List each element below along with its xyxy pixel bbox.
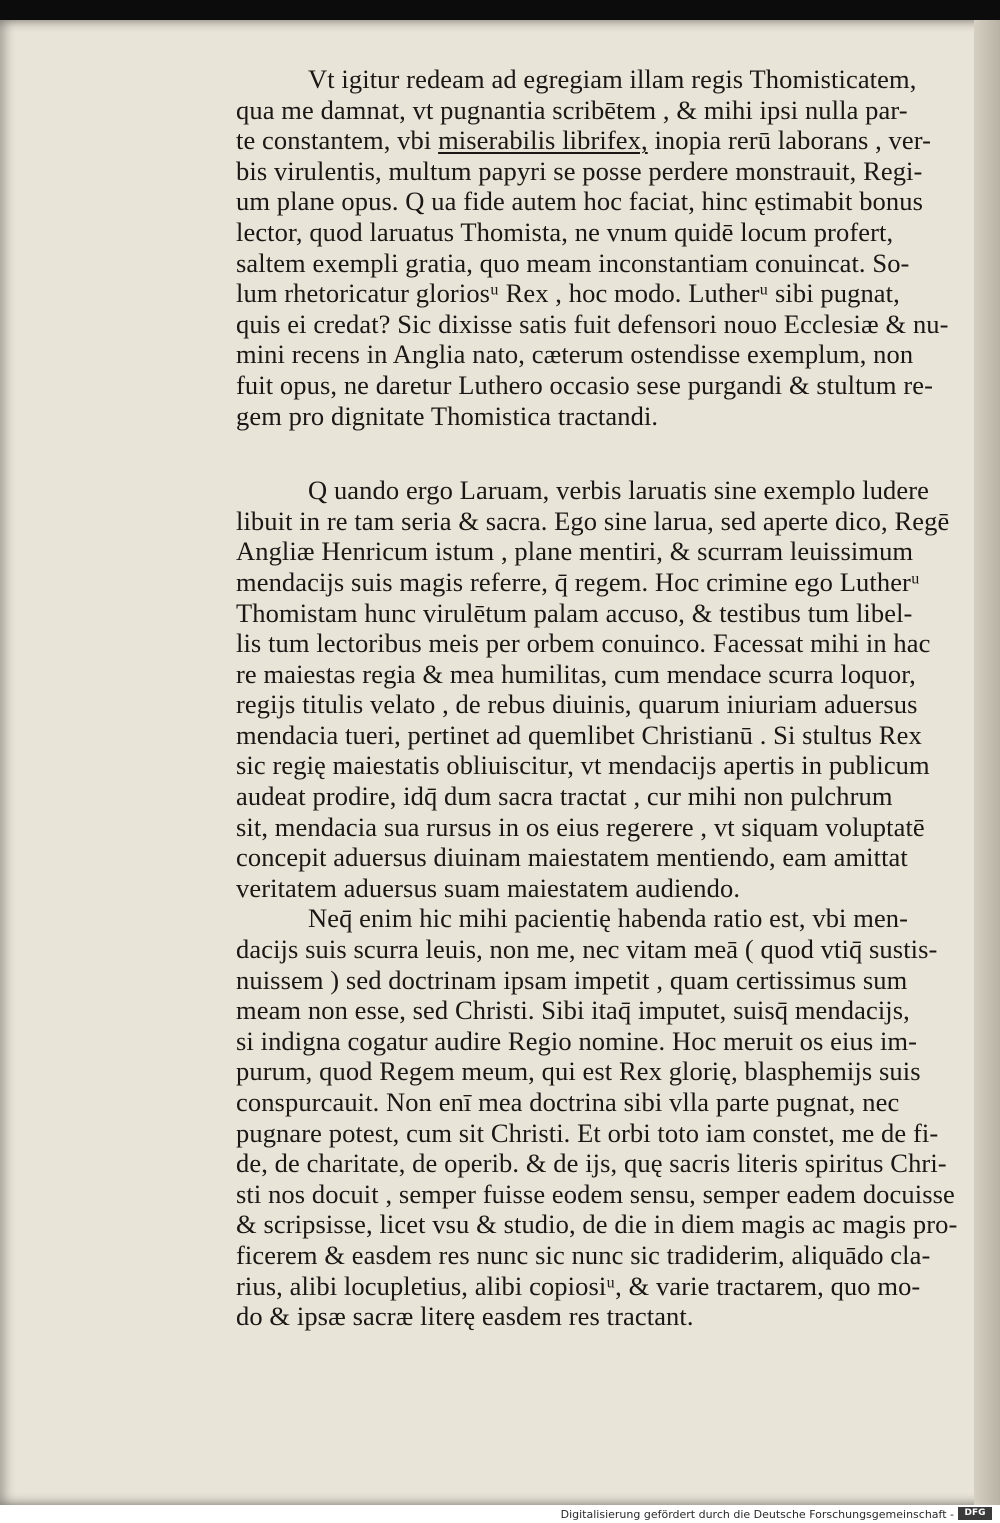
text-line [236, 598, 960, 629]
text-segment: pugnare potest, cum sit Christi. Et orbi toto iam constet, me de fi- [236, 1117, 939, 1148]
text-segment: gem pro dignitate Thomistica tractandi. [236, 400, 659, 431]
text-segment: quis ei credat? Sic dixisse satis fuit defensori nouo Ecclesiæ & nu- [236, 308, 949, 339]
text-segment: regijs titulis velato , de rebus diuinis, quarum iniuriam aduersus [236, 689, 918, 720]
text-segment: dacijs suis scurra leuis, non me, nec vitam meā ( quod vtiq̄ sustis- [236, 934, 938, 965]
digitization-credit: Digitalisierung gefördert durch die Deutsche Forschungsgemeinschaft - [560, 1508, 954, 1521]
text-line [236, 750, 960, 781]
text-segment: mendacia tueri, pertinet ad quemlibet Christianū . Si stultus Rex [236, 719, 922, 750]
text-line [236, 1087, 960, 1118]
text-line [236, 689, 960, 720]
text-line [236, 720, 960, 751]
text-segment: purum, quod Regem meum, qui est Rex glorię, blasphemijs suis [236, 1056, 921, 1087]
text-line [236, 64, 960, 95]
text-line [236, 370, 960, 401]
paragraph-1 [236, 64, 960, 431]
text-segment: si indigna cogatur audire Regio nomine. Hoc meruit os eius im- [236, 1025, 918, 1056]
text-line [236, 1026, 960, 1057]
text-line [236, 156, 960, 187]
text-line [236, 1271, 960, 1302]
text-segment: do & ipsæ sacræ literę easdem res tractant. [236, 1301, 694, 1332]
text-segment: ficerem & easdem res nunc sic nunc sic tradiderim, aliquādo cla- [236, 1239, 931, 1270]
text-line [236, 965, 960, 996]
text-segment: audeat prodire, idq̄ dum sacra tractat , cur mihi non pulchrum [236, 781, 893, 812]
text-segment: bis virulentis, multum papyri se posse perdere monstrauit, Regi- [236, 155, 923, 186]
text-segment: concepit aduersus diuinam maiestatem mentiendo, eam amittat [236, 842, 908, 873]
text-segment: saltem exempli gratia, quo meam inconstantiam conuincat. So- [236, 247, 910, 278]
text-segment: qua me damnat, vt pugnantia scribētem , & mihi ipsi nulla par- [236, 94, 908, 125]
text-segment: meam non esse, sed Christi. Sibi itaq̄ imputet, suisq̄ mendacijs, [236, 995, 910, 1026]
text-segment: re maiestas regia & mea humilitas, cum mendace scurra loquor, [236, 658, 916, 689]
text-segment: de, de charitate, de operib. & de ijs, quę sacris literis spiritus Chri- [236, 1148, 947, 1179]
text-line [236, 475, 960, 506]
text-line [236, 842, 960, 873]
text-segment: veritatem aduersus suam maiestatem audiendo. [236, 872, 741, 903]
text-segment: nuissem ) sed doctrinam ipsam impetit , quam certissimus sum [236, 964, 908, 995]
text-segment: lum rhetoricatur gloriosᵘ Rex , hoc modo. Lutherᵘ sibi pugnat, [236, 278, 900, 309]
text-line [236, 401, 960, 432]
text-line [236, 1118, 960, 1149]
text-segment: te constantem, vbi [236, 125, 439, 156]
dfg-logo: DFG [958, 1507, 992, 1520]
body-text [236, 64, 960, 1332]
text-line [236, 248, 960, 279]
text-line [236, 95, 960, 126]
text-line [236, 1209, 960, 1240]
underlined-phrase: miserabilis librifex, [438, 125, 648, 156]
text-segment: sit, mendacia sua rursus in os eius regerere , vt siquam voluptatē [236, 811, 925, 842]
text-line [236, 934, 960, 965]
text-line [236, 812, 960, 843]
text-segment: Angliæ Henricum istum , plane mentiri, & scurram leuissimum [236, 536, 914, 567]
text-segment: libuit in re tam seria & sacra. Ego sine larua, sed aperte dico, Regē [236, 505, 950, 536]
scan-top-band [0, 0, 1000, 20]
text-segment: fuit opus, ne daretur Luthero occasio sese purgandi & stultum re- [236, 369, 934, 400]
text-line [236, 995, 960, 1026]
text-segment: & scripsisse, licet vsu & studio, de die in diem magis ac magis pro- [236, 1209, 958, 1240]
text-line [236, 873, 960, 904]
text-segment: sti nos docuit , semper fuisse eodem sensu, semper eadem docuisse [236, 1178, 955, 1209]
text-line [236, 1301, 960, 1332]
paragraph-3 [236, 903, 960, 1331]
text-segment: Neq̄ enim hic mihi pacientię habenda ratio est, vbi men- [308, 903, 909, 934]
text-segment: lis tum lectoribus meis per orbem conuinco. Facessat mihi in hac [236, 628, 931, 659]
text-segment: lector, quod laruatus Thomista, ne vnum quidē locum profert, [236, 216, 894, 247]
text-line [236, 217, 960, 248]
text-segment: Thomistam hunc virulētum palam accuso, & testibus tum libel- [236, 597, 913, 628]
paragraph-2 [236, 475, 960, 903]
text-line [236, 1240, 960, 1271]
page-gutter [974, 20, 1000, 1505]
text-line [236, 659, 960, 690]
text-line [236, 903, 960, 934]
text-segment: inopia rerū laborans , ver- [647, 125, 932, 156]
text-segment: sic regię maiestatis obliuiscitur, vt mendacijs apertis in publicum [236, 750, 930, 781]
text-segment: mini recens in Anglia nato, cæterum ostendisse exemplum, non [236, 339, 914, 370]
text-line [236, 1179, 960, 1210]
text-line [236, 781, 960, 812]
text-line [236, 339, 960, 370]
text-line [236, 567, 960, 598]
text-segment: conspurcauit. Non enī mea doctrina sibi vlla parte pugnat, nec [236, 1087, 900, 1117]
text-line [236, 536, 960, 567]
text-line [236, 125, 960, 156]
text-line [236, 278, 960, 309]
text-line [236, 309, 960, 340]
text-line [236, 1056, 960, 1087]
text-segment: mendacijs suis magis referre, q̄ regem. Hoc crimine ego Lutherᵘ [236, 566, 920, 597]
text-line [236, 628, 960, 659]
text-segment: um plane opus. Q ua fide autem hoc faciat, hinc ęstimabit bonus [236, 186, 924, 217]
text-segment: rius, alibi locupletius, alibi copiosiᵘ, & varie tractarem, quo mo- [236, 1270, 921, 1301]
text-line [236, 1148, 960, 1179]
text-line [236, 506, 960, 537]
text-segment: Q uando ergo Laruam, verbis laruatis sine exemplo ludere [308, 475, 930, 506]
text-segment: Vt igitur redeam ad egregiam illam regis Thomisticatem, [308, 64, 917, 94]
text-line [236, 186, 960, 217]
